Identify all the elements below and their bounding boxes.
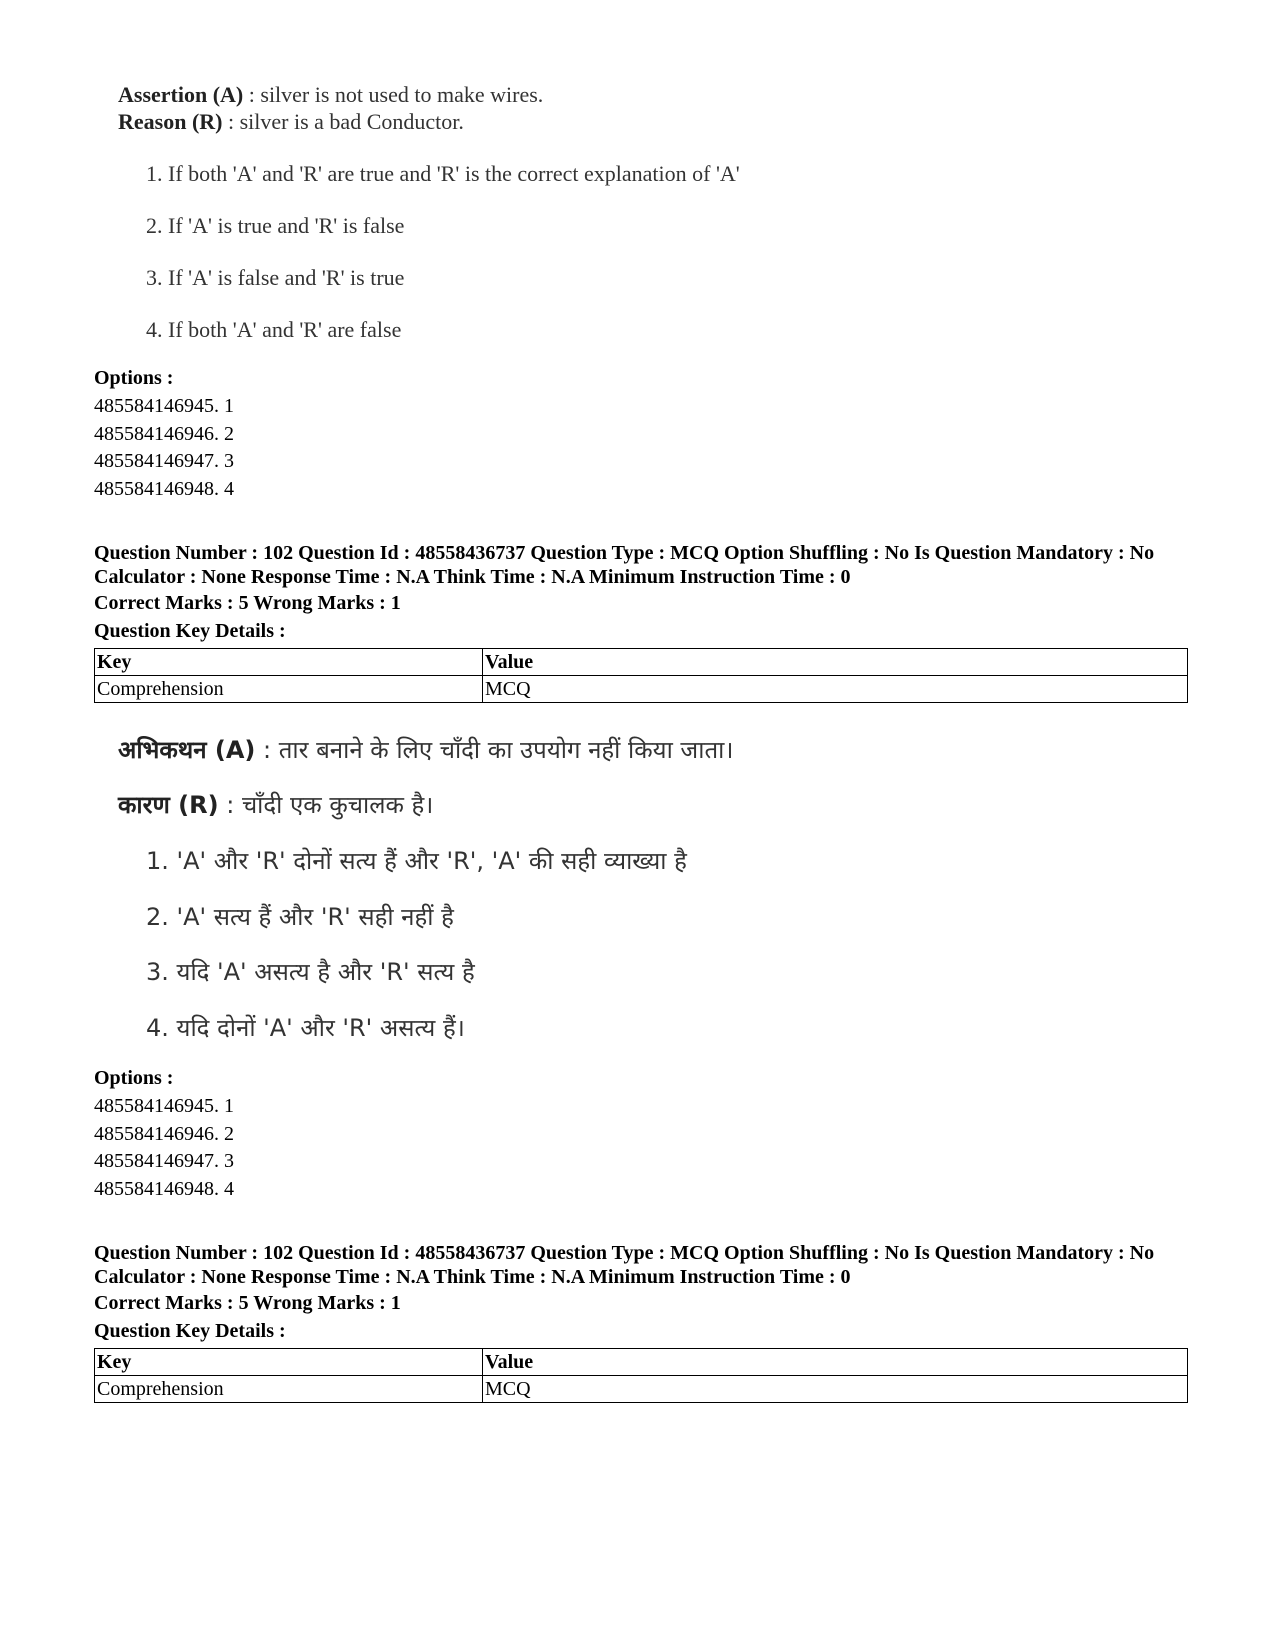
reason-line <box>118 109 464 135</box>
assertion-line <box>118 733 733 766</box>
marks-line: Correct Marks : 5 Wrong Marks : 1 <box>94 592 401 614</box>
option-item: 485584146947. 3 <box>94 450 234 472</box>
reason-text: : चाँदी एक कुचालक है। <box>218 791 434 819</box>
choice-1: 1. 'A' और 'R' दोनों सत्य हैं और 'R', 'A' की सही व्याख्या है <box>146 847 687 875</box>
options-label: Options : <box>94 1067 174 1089</box>
table-header-value: Value <box>483 1349 1188 1376</box>
key-details-table <box>94 648 1188 703</box>
table-row <box>95 649 1188 676</box>
option-item: 485584146946. 2 <box>94 423 234 445</box>
choice-2: 2. If 'A' is true and 'R' is false <box>146 213 405 238</box>
key-details-table <box>94 1348 1188 1403</box>
choice-2: 2. 'A' सत्य हैं और 'R' सही नहीं है <box>146 903 454 931</box>
choice-4: 4. यदि दोनों 'A' और 'R' असत्य हैं। <box>146 1014 465 1042</box>
table-row <box>95 676 1188 703</box>
table-header-value: Value <box>483 649 1188 676</box>
table-cell-key: Comprehension <box>95 1376 483 1403</box>
assertion-label: अभिकथन (A) <box>118 736 256 764</box>
key-details-label: Question Key Details : <box>94 620 286 642</box>
table-cell-value: MCQ <box>483 676 1188 703</box>
option-item: 485584146947. 3 <box>94 1150 234 1172</box>
table-header-key: Key <box>95 1349 483 1376</box>
key-details-label: Question Key Details : <box>94 1320 286 1342</box>
option-item: 485584146946. 2 <box>94 1123 234 1145</box>
options-label: Options : <box>94 367 174 389</box>
option-item: 485584146948. 4 <box>94 478 234 500</box>
assertion-text: : silver is not used to make wires. <box>243 82 544 107</box>
question-meta: Question Number : 102 Question Id : 48558436737 Question Type : MCQ Option Shuffling : No Is Question Mandatory : No Calculator : None Response Time : N.A Think Time : N.A Minimum Instruction Time : 0 <box>94 1242 1155 1288</box>
table-cell-value: MCQ <box>483 1376 1188 1403</box>
choice-3: 3. यदि 'A' असत्य है और 'R' सत्य है <box>146 958 475 986</box>
marks-line: Correct Marks : 5 Wrong Marks : 1 <box>94 1292 401 1314</box>
table-row <box>95 1349 1188 1376</box>
choice-3: 3. If 'A' is false and 'R' is true <box>146 265 405 290</box>
table-cell-key: Comprehension <box>95 676 483 703</box>
reason-label: कारण (R) <box>118 791 219 819</box>
reason-line <box>118 788 433 821</box>
reason-label: Reason (R) <box>118 109 223 134</box>
option-item: 485584146945. 1 <box>94 1095 234 1117</box>
question-meta: Question Number : 102 Question Id : 48558436737 Question Type : MCQ Option Shuffling : No Is Question Mandatory : No Calculator : None Response Time : N.A Think Time : N.A Minimum Instruction Time : 0 <box>94 542 1155 588</box>
assertion-label: Assertion (A) <box>118 82 244 107</box>
option-item: 485584146945. 1 <box>94 395 234 417</box>
assertion-line <box>118 82 543 108</box>
table-row <box>95 1376 1188 1403</box>
choice-4: 4. If both 'A' and 'R' are false <box>146 317 402 342</box>
reason-text: : silver is a bad Conductor. <box>222 109 464 134</box>
option-item: 485584146948. 4 <box>94 1178 234 1200</box>
assertion-text: : तार बनाने के लिए चाँदी का उपयोग नहीं किया जाता। <box>255 736 734 764</box>
choice-1: 1. If both 'A' and 'R' are true and 'R' is the correct explanation of 'A' <box>146 161 740 186</box>
table-header-key: Key <box>95 649 483 676</box>
